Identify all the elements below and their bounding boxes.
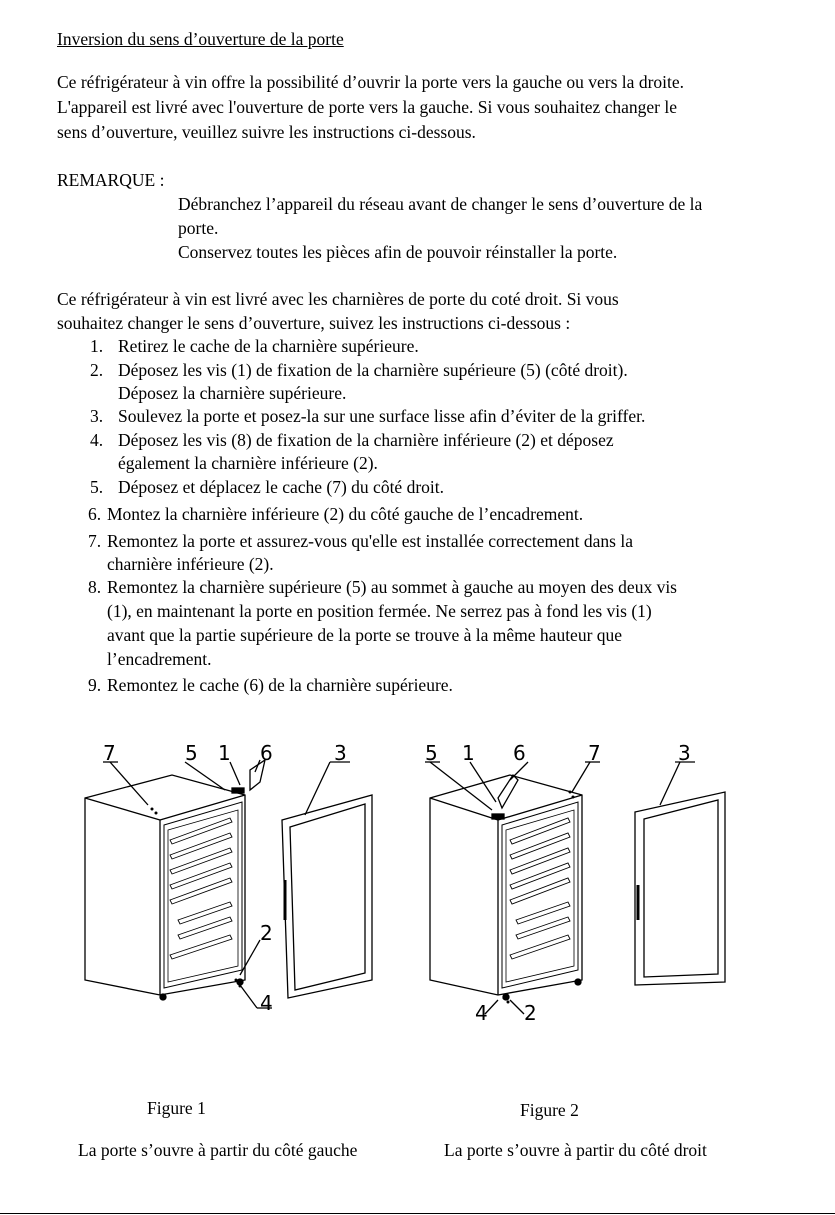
step-text: (1), en maintenant la porte en position fermée. Ne serrez pas à fond les vis (1) (107, 601, 652, 621)
step-text: Montez la charnière inférieure (2) du côté gauche de l’encadrement. (107, 504, 584, 524)
step-text: Remontez la charnière supérieure (5) au sommet à gauche au moyen des deux vis (107, 577, 677, 597)
remark-line-2: porte. (178, 218, 219, 238)
step-text: Déposez la charnière supérieure. (118, 383, 347, 403)
step-number: 1. (90, 336, 104, 356)
step-number: 8. (88, 577, 102, 597)
remark-line-3: Conservez toutes les pièces afin de pouvoir réinstaller la porte. (178, 242, 618, 262)
callout-7: 7 (103, 741, 116, 765)
figure-1-illustration (60, 730, 390, 1030)
figure-2-caption: La porte s’ouvre à partir du côté droit (444, 1140, 707, 1160)
step-text: Soulevez la porte et posez-la sur une surface lisse afin d’éviter de la griffer. (118, 406, 646, 426)
step-text: Remontez la porte et assurez-vous qu'elle est installée correctement dans la (107, 531, 633, 551)
callout-3: 3 (334, 741, 347, 765)
bottom-rule (0, 1213, 835, 1214)
step-text: Déposez et déplacez le cache (7) du côté droit. (118, 477, 445, 497)
callout-6: 6 (260, 741, 273, 765)
intro-line-3: sens d’ouverture, veuillez suivre les instructions ci-dessous. (57, 122, 476, 142)
callout-3: 3 (678, 741, 691, 765)
step-number: 4. (90, 430, 104, 450)
step-number: 6. (88, 504, 102, 524)
callout-4: 4 (475, 1001, 488, 1025)
intro-line-2: L'appareil est livré avec l'ouverture de porte vers la gauche. Si vous souhaitez changer le (57, 97, 678, 117)
remark-label: REMARQUE : (57, 170, 165, 190)
callout-1: 1 (462, 741, 475, 765)
callout-2: 2 (524, 1001, 537, 1025)
lead-line-2: souhaitez changer le sens d’ouverture, suivez les instructions ci-dessous : (57, 313, 571, 333)
step-text: avant que la partie supérieure de la porte se trouve à la même hauteur que (107, 625, 623, 645)
page-title: Inversion du sens d’ouverture de la porte (57, 29, 344, 49)
step-number: 3. (90, 406, 104, 426)
step-number: 9. (88, 675, 102, 695)
figure-2-illustration (410, 730, 740, 1030)
step-text: également la charnière inférieure (2). (118, 453, 378, 473)
lead-line-1: Ce réfrigérateur à vin est livré avec les charnières de porte du coté droit. Si vous (57, 289, 619, 309)
callout-1: 1 (218, 741, 231, 765)
callout-5: 5 (185, 741, 198, 765)
figure-1-label: Figure 1 (147, 1098, 206, 1118)
callout-4: 4 (260, 991, 273, 1015)
step-text: Retirez le cache de la charnière supérieure. (118, 336, 419, 356)
step-number: 5. (90, 477, 104, 497)
figure-1-caption: La porte s’ouvre à partir du côté gauche (78, 1140, 358, 1160)
intro-line-1: Ce réfrigérateur à vin offre la possibilité d’ouvrir la porte vers la gauche ou vers la droite. (57, 72, 685, 92)
callout-2: 2 (260, 921, 273, 945)
step-text: Remontez le cache (6) de la charnière supérieure. (107, 675, 453, 695)
callout-7: 7 (588, 741, 601, 765)
step-text: l’encadrement. (107, 649, 212, 669)
step-number: 7. (88, 531, 102, 551)
figure-2-label: Figure 2 (520, 1100, 579, 1120)
step-text: Déposez les vis (8) de fixation de la charnière inférieure (2) et déposez (118, 430, 614, 450)
step-text: Déposez les vis (1) de fixation de la charnière supérieure (5) (côté droit). (118, 360, 628, 380)
step-number: 2. (90, 360, 104, 380)
callout-5: 5 (425, 741, 438, 765)
callout-6: 6 (513, 741, 526, 765)
remark-line-1: Débranchez l’appareil du réseau avant de changer le sens d’ouverture de la (178, 194, 703, 214)
step-text: charnière inférieure (2). (107, 554, 274, 574)
